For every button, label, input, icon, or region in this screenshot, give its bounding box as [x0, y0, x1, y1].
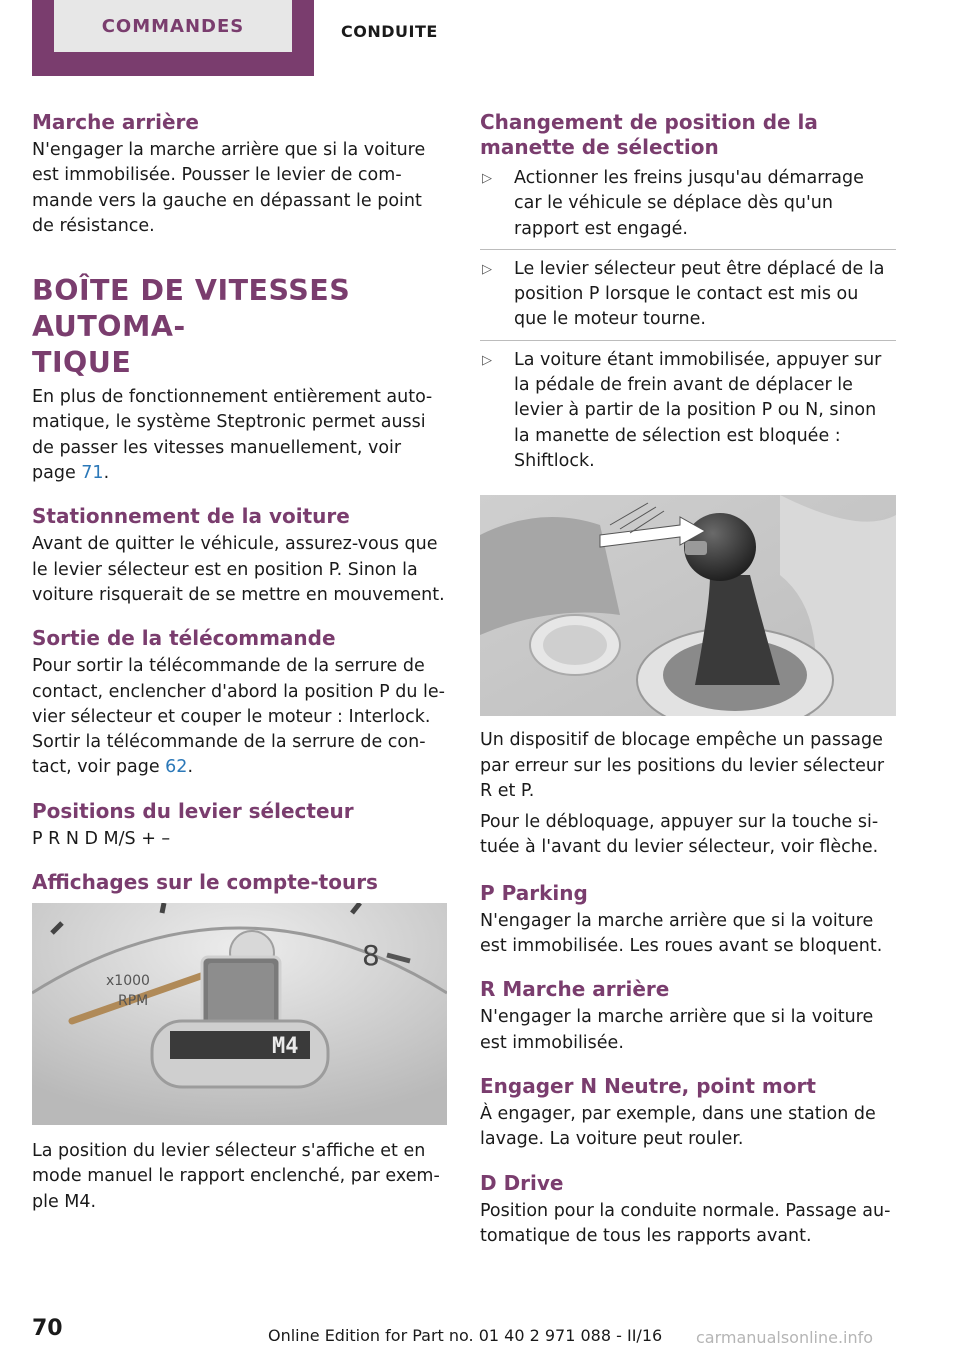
section-text-d-drive: Position pour la conduite normale. Passage automatique de tous les rapports avant. [480, 1200, 891, 1246]
list-item-text: La voiture étant immobilisée, appuyer sur la pédale de frein avant de déplacer le levier à partir de la position P ou N, sinon la manette de sélection est bloquée : Shiftlock. [514, 349, 882, 471]
section-text-tachometer: La position du levier sélecteur s'affiche et en mode manuel le rapport enclenché, par exemple M4. [32, 1141, 440, 1212]
chapter-tab-inactive[interactable]: CONDUITE [341, 22, 438, 41]
gear-lever-photo [480, 495, 896, 716]
section-text-r-reverse: N'engager la marche arrière que si la voiture est immobilisée. [480, 1007, 874, 1053]
bullet-list [480, 166, 896, 481]
section-text-remote-b-body: Sortir la télécommande de la serrure de contact, voir page [32, 732, 426, 778]
page-ref-label: page [32, 463, 76, 484]
section-text-reverse: N'engager la marche arrière que si la voiture est immobilisée. Pousser le levier de commande vers la gauche en dépassant le point de résistance. [32, 140, 426, 236]
tachometer-illustration [32, 903, 447, 1125]
list-item-text: Le levier sélecteur peut être déplacé de la position P lorsque le contact est mis ou que le moteur tourne. [514, 258, 885, 330]
chapter-title-line-1: BOÎTE DE VITESSES AUTOMA‐ [32, 274, 351, 344]
section-text-parking: Avant de quitter le véhicule, assurez-vous que le levier sélecteur est en position P. Sinon la voiture risquerait de se mettre en mouvement. [32, 534, 445, 605]
page-link-71[interactable]: 71 [81, 463, 104, 484]
list-item [480, 348, 896, 481]
right-column [480, 110, 896, 1249]
page-link-62[interactable]: 62 [165, 757, 188, 778]
section-text-n-neutral: À engager, par exemple, dans une station de lavage. La voiture peut rouler. [480, 1103, 876, 1150]
selector-positions-list: P R N D M/S + – [32, 828, 171, 849]
section-title-parking: Stationnement de la voiture [32, 504, 350, 529]
chapter-tab-label: COMMANDES [54, 0, 292, 52]
chapter-tab-active[interactable] [32, 0, 314, 76]
list-item [480, 166, 896, 250]
rpm-label-rpm: RPM [118, 993, 149, 1010]
chapter-title-line-2: TIQUE [32, 346, 132, 380]
section-text-automatic: En plus de fonctionnement entièrement automatique, le système Steptronic permet aussi de passer les vitesses manuellement, voir page 71. [32, 387, 433, 484]
gear-indicator-m4: M4 [272, 1034, 299, 1060]
left-column [32, 110, 447, 1215]
list-item-text: Actionner les freins jusqu'au démarrage car le véhicule se déplace dès qu'un rapport est engagé. [514, 168, 864, 239]
section-title-remote: Sortie de la télécommande [32, 626, 336, 651]
list-item [480, 257, 896, 341]
chapter-title-automatic-gearbox [32, 273, 447, 381]
tachometer-photo [32, 903, 447, 1125]
svg-text:8: 8 [362, 939, 380, 973]
section-text-remote-a: Pour sortir la télécommande de la serrure de contact, enclencher d'abord la position P du levier sélecteur et couper le moteur : Interlock. [32, 656, 445, 727]
page-number: 70 [32, 1316, 63, 1341]
section-text-remote-b: Sortir la télécommande de la serrure de contact, voir page 62. [32, 732, 426, 778]
section-text-automatic-body: En plus de fonctionnement entièrement automatique, le système Steptronic permet aussi de passer les vitesses manuellement, voir [32, 387, 433, 458]
section-title-r-reverse: R Marche arrière [480, 977, 670, 1002]
section-title-p-parking: P Parking [480, 880, 588, 905]
section-title-selector-change: Changement de position de la manette de sélection [480, 110, 818, 159]
triangle-bullet-icon: ▷ [482, 352, 492, 368]
triangle-bullet-icon: ▷ [482, 171, 492, 186]
section-title-tachometer: Affichages sur le compte-tours [32, 870, 378, 895]
section-text-unlock: Pour le débloquage, appuyer sur la touche située à l'avant du levier sélecteur, voir flèche. [480, 812, 879, 858]
rpm-label-x1000: x1000 [106, 973, 150, 990]
section-title-d-drive: D Drive [480, 1170, 564, 1195]
section-title-n-neutral: Engager N Neutre, point mort [480, 1073, 816, 1098]
gear-lever-illustration [480, 495, 896, 716]
triangle-bullet-icon: ▷ [482, 261, 492, 277]
section-title-selector-positions: Positions du levier sélecteur [32, 798, 354, 823]
section-text-p-parking: N'engager la marche arrière que si la voiture est immobilisée. Les roues avant se bloquent. [480, 910, 883, 957]
section-title-reverse: Marche arrière [32, 110, 199, 134]
section-text-lock: Un dispositif de blocage empêche un passage par erreur sur les positions du levier sélecteur R et P. [480, 730, 885, 801]
footer-edition: Online Edition for Part no. 01 40 2 971 088 - II/16 [268, 1326, 663, 1345]
footer-watermark: carmanualsonline.info [696, 1328, 874, 1347]
